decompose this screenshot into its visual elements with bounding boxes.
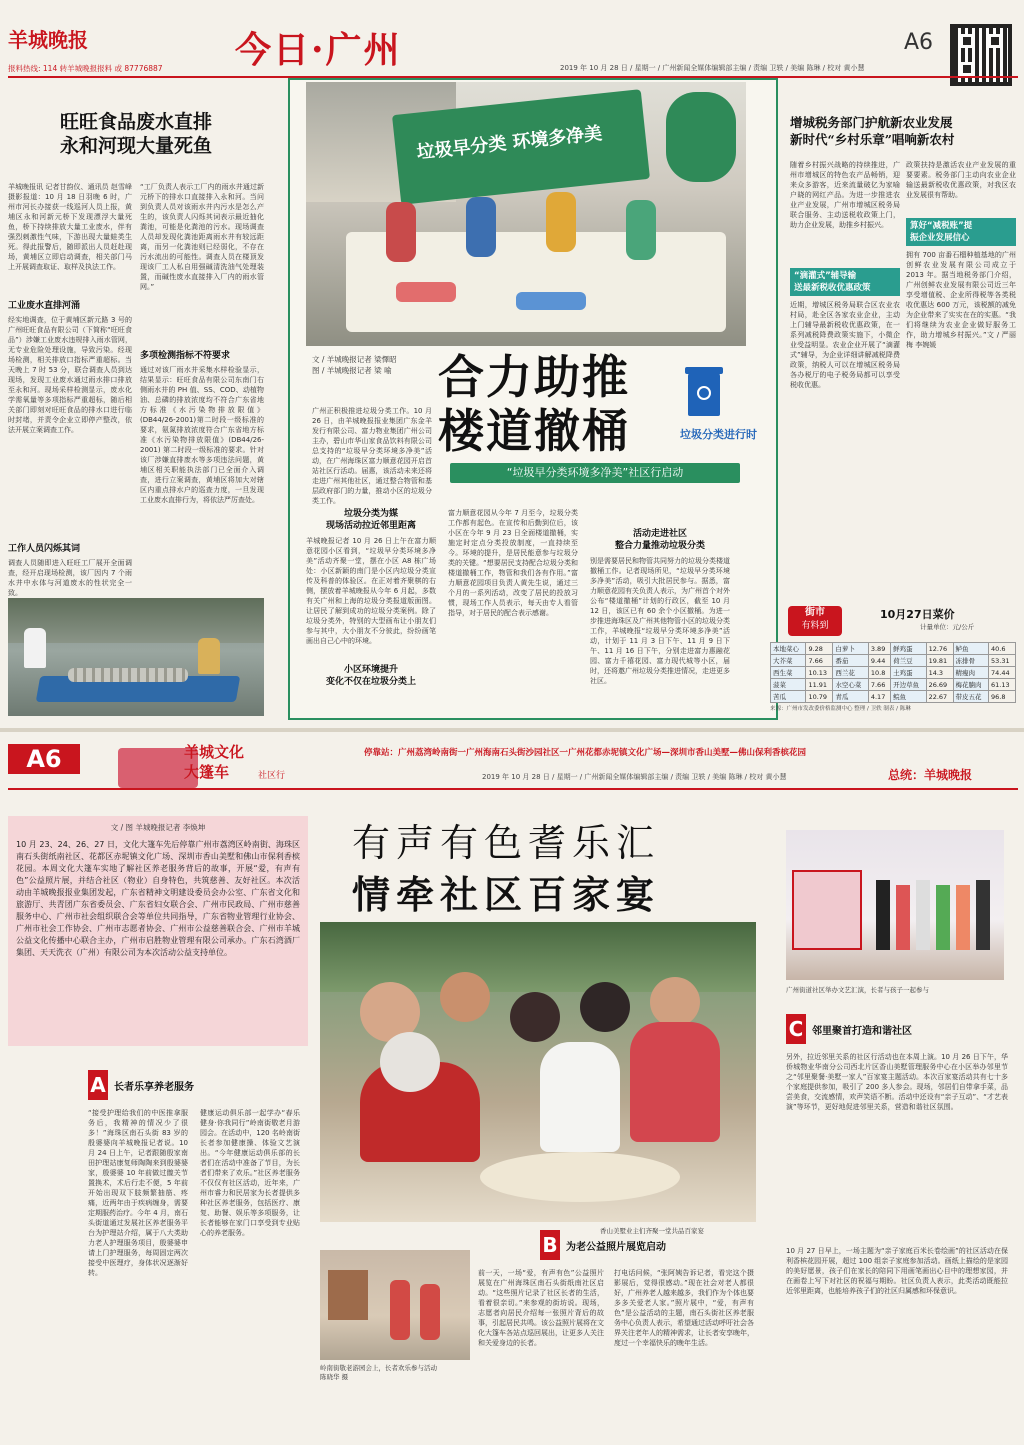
veg-item-price: 12.76	[926, 643, 953, 655]
veg-item-price: 19.81	[926, 655, 953, 667]
veg-date-title: 10月27日菜价	[880, 608, 955, 621]
sorting-bin-icon	[688, 372, 720, 416]
veg-item-price: 9.44	[868, 655, 890, 667]
right-headline: 增城税务部门护航新农业发展 新时代“乡村乐章”唱响新农村	[790, 115, 955, 147]
right-body1: 随着乡村振兴战略的持续推进，广州市增城区的特色农产品畅销，迎来众多游客，近来流量破亿为家喻户晓的网红产品。为进一步推进农业产业发展，广州市增城区税务局联合服务、主动送税收政策上门，助力企业发展，助推乡村振兴。	[790, 161, 900, 229]
left-lead: 羊城晚报讯 记者甘韵仪、通讯员 赵雪峰摄影报道：10 月 18 日羽晚 6 时，广州市河长办接获一线巡河人员上报，黄埔区永和河新元桥下发现漂浮大量死鱼，桥下持续排放大量工业废水，伴有强烈刺激性气味，下游出现大量蛙类生死。得此报警后，随即派出人员赶赴现场，黄埔区立即启动调查，相关部门马上开展调查取证、取样及执法工作。	[8, 183, 132, 271]
sec-c-body: 另外，拉近邻里关系的社区行活动也在本周上演。10 月 26 日下午，华侨城物业华南分公司西北片区香山美墅管理服务中心在小区举办邻里节之“邻里聚餐·美墅一家人”百家宴主题活动。本次百家宴活动共有七十多个家庭提供参加，吸引了 200 多人参会。现场，邻居们自带拿手菜，品尝美食，交流感情，欢声笑语不断。活动中还设有“亲子互动”、“才艺表演”等环节，更好地促进邻里关系，营造和谐社区氛围。	[786, 1053, 1008, 1111]
veg-item-name: 冻排骨	[953, 655, 988, 667]
sec-c-title: 邻里聚首打造和谐社区	[812, 1025, 912, 1037]
veg-unit: 计量单位：元/公斤	[920, 623, 975, 631]
bottom-header	[8, 740, 1018, 800]
veg-item-name: 鲈鱼	[953, 643, 988, 655]
veg-item-name: 西生菜	[771, 667, 806, 679]
veg-item-name: 白萝卜	[833, 643, 868, 655]
bottom-lead-box	[8, 816, 308, 1046]
section-title-text: 今日·广州	[235, 28, 402, 71]
right-story	[790, 114, 1016, 148]
veg-item-name: 土鸡蛋	[891, 667, 926, 679]
col2-sub: 多项检测指标不符要求	[140, 351, 231, 361]
left-body2: 调查人员随即进入旺旺工厂展开全面调查，经开启现场检测，该厂因内 7 个雨水井中水体与河道废水的性状完全一致。	[8, 559, 132, 597]
sec-b-title: 为老公益照片展览启动	[566, 1241, 666, 1253]
market-badge	[788, 606, 842, 636]
sec-a-body: “接受护理给我们的中医推拿服务后，我精神的情况少了很多！”海珠区南石头街 83 岁的殷婆婆向羊城晚报记者说。10 月 24 日上午，记者跟随殷家南田护理站康复师陶陶来到殷婆婆家，殷婆婆 10 年前做过髋关节置换术，术后行走不便，5 年前开始出现双下肢频繁抽筋、疼痛，近两年由于疾病缠身，需要定期服药治疗。今年 4 月，南石头街道通过发展社区养老服务平台为护理站介绍，属于八大类助力老人护理服务项目，殷婆婆申请上门护理服务，每周固定两次接受中医理疗，身体状况逐渐好转。	[88, 1109, 188, 1277]
veg-item-name: 精瘦肉	[953, 667, 988, 679]
center-col3	[590, 508, 730, 726]
center-subhead: “垃圾早分类环境多净美”社区行启动	[450, 463, 740, 483]
bottom-author: 文 / 图 羊城晚报记者 李焕坤	[110, 823, 206, 832]
sec-c-letter: C	[786, 1014, 806, 1044]
right-col2	[906, 160, 1016, 580]
bottom-stops: 停靠站：广州荔湾岭南街一广州海南石头街沙园社区一广州花都赤坭镇文化广场—深圳市香山美墅—佛山保利香槟花园	[364, 748, 807, 758]
veg-item-price: 10.79	[806, 691, 833, 703]
center-headline: 合力助推 楼道撤桶	[438, 350, 630, 458]
sec-c-heading	[786, 1012, 912, 1046]
veg-price-row	[771, 691, 1016, 703]
veg-source: 来源：广州市发改委价格监测中心 整理 / 卫轶 制表 / 陈琳	[770, 706, 911, 712]
center-col2: 富力顺意花园从今年 7 月至今，垃圾分类工作都有起色。在宣传和后勤到位后，该小区在今年 9 月 23 日全面楼道撤桶，实施定时定点分类投放制度，一直持续至今。环境的提升，是居民能意参与垃圾分类的关键。“想要居民支持配合垃圾分类和楼道撤桶工作，物管和我们各有作用。”富力顺意花园项目负责人黄先生说，通过三个月的一系列活动，改变了居民的投放习惯，现场工作人员表示，每天由专人看管指导，对于居民的配合表示感谢。	[448, 509, 578, 617]
col2-body: “工厂负责人表示工厂内的雨水井通过新元桥下的排水口直接排入永和河。当问到负责人员对该雨水井内污水是怎么产生的，该负责人闪烁其词表示最近抽化粪池，可能是化粪池的污水。现场调查人员却发现化粪池距离雨水井有较远距离，而另一化粪池则已经弱化，不存在污水流出的可能性。调查人员在楼顶发现该厂工人私自用强碱清洗油气处理装置，而碱性废水直接排入厂内的雨水管网。”	[140, 183, 264, 291]
left-headline: 旺旺食品废水直排 永和河现大量死鱼	[59, 111, 212, 157]
veg-item-price: 14.3	[926, 667, 953, 679]
event-banner-text: 垃圾早分类 环境多净美	[415, 123, 604, 164]
sec-a-heading	[88, 1068, 194, 1102]
masthead	[8, 24, 218, 72]
veg-item-price: 7.66	[806, 655, 833, 667]
column-sub: 社区行	[258, 771, 286, 781]
sec-b-body: 前一天，一场“爱，有声有色”公益照片展览在广州海珠区南石头街纸南社区启动。“这些照片记录了社区长者的生活，看着很亲切。”来参观的街坊说。现场，志愿者向居民介绍每一张照片背后的故事，引起居民共鸣。该公益照片展将在文化大篷车各站点巡回展出，让更多人关注和关爱身边的长者。	[478, 1269, 604, 1347]
center-sub-c: 活动走进社区 整合力量推动垃圾分类	[614, 529, 705, 551]
veg-item-price: 10.8	[868, 667, 890, 679]
veg-price-row	[771, 667, 1016, 679]
newspaper-logo: 羊城晚报	[8, 28, 88, 52]
veg-price-table	[770, 642, 1016, 703]
sec-b-body2: 打电话问候，“张阿姨告诉记者，看完这个摄影展后，觉得很感动。”现在社会对老人都很好，广州养老人越来越多，我们作为个体也要多多关爱老人家。”照片展中，“爱，有声有色”是公益活动的主题，南石头街社区养老服务中心负责人表示，希望通过活动呼吁社会各界关注老年人的精神需求，让长者安享晚年，度过一个幸福快乐的晚年生活。	[614, 1269, 754, 1347]
bottom-page-label: A6	[8, 744, 80, 774]
veg-price-box	[770, 604, 1016, 714]
sec-a-body2: 健康运动俱乐部一起学办“春乐健身·你我同行”岭南街敬老月游园会。在活动中，120 名岭南街长者参加健康操、体验文艺演出。“今年健康运动俱乐部的长者们在活动中准备了节目，为长者们带来了欢乐。”社区养老服务不仅仅有社区活动，近年来，广州市睿力和民居家为长者提供多种社区养老服务，包括医疗、康复、助餐、娱乐等多项服务，让长者能够在家门口享受到专业贴心的养老服务。	[200, 1109, 300, 1237]
right-sub2: 算好“减税账”提 振企业发展信心	[906, 218, 1016, 246]
bottom-lead: 10 月 23、24、26、27 日，文化大篷车先后停靠广州市荔湾区岭南街、海珠区南石头街纸南社区、花都区赤坭镇文化广场、深圳市香山美墅和佛山市保利香槟花园。本周文化大篷车实地了解社区养老服务背后的故事，开展“爱，有声有色”公益照片展，并结合社区（物业）自身特色，共筑慈善、友好社区。本次活动由羊城晚报报业集团发起，广东省精神文明建设委员会办公室、广东省文化和旅游厅、共青团广东省委员会、广东省妇女联合会、广州市民政局、广州市慈善服务中心、广州市社会组织联合会等单位共同指导，广东省物业管理行业协会、广州市社会工作协会、广州市志愿者协会、广州市公益慈善联合会、广州市羊城公益文化传播中心联合主办，广州市启胜物业管理有限公司承办。广东石湾酒厂集团、天天洗衣（广州）有限公司为本次活动公益支持单位。	[16, 840, 300, 957]
veg-item-name: 梅花腩肉	[953, 679, 988, 691]
veg-item-price: 61.13	[988, 679, 1015, 691]
market-badge-bottom: 有料到	[801, 621, 829, 631]
veg-item-name: 本地菜心	[771, 643, 806, 655]
veg-item-price: 26.69	[926, 679, 953, 691]
veg-item-price: 3.89	[868, 643, 890, 655]
veg-price-row	[771, 679, 1016, 691]
left-sub1: 工业废水直排河涌	[8, 301, 81, 311]
category-tag: 垃圾分类进行时	[680, 428, 757, 441]
river-photo	[8, 598, 264, 716]
right-col1	[790, 160, 900, 470]
veg-item-name: 西兰花	[833, 667, 868, 679]
veg-item-name: 大芥菜	[771, 655, 806, 667]
garbage-event-photo	[306, 82, 746, 346]
center-sub-a: 垃圾分类为媒 现场活动拉近邻里距离	[325, 509, 416, 531]
veg-item-price: 40.6	[988, 643, 1015, 655]
right-body3: 拥有 700 亩番石榴种植基地的广州创鲜农业发展有限公司成立于 2013 年。据当地税务部门介绍，广州创鲜农业发展有限公司近三年享受增值税、企业所得税等各类税收优惠达 600 万元，该税额的减免为企业带来了实实在在的实惠。“我们将继续为农业企业做好服务工作，助力增城乡村振兴。”文 / 严丽梅 李婉媛	[906, 251, 1016, 349]
market-badge-top: 街市	[805, 607, 825, 618]
veg-item-name: 水空心菜	[833, 679, 868, 691]
stage-photo	[786, 830, 1004, 980]
veg-item-name: 鲩鱼	[891, 691, 926, 703]
bottom-byline: 2019 年 10 月 28 日 / 星期一 / 广州新闻全媒体编辑部主编 / 责编 卫轶 / 美编 陈琳 / 校对 黄小慧	[482, 773, 787, 781]
veg-item-name: 青瓜	[833, 691, 868, 703]
veg-item-name: 鲜鸡蛋	[891, 643, 926, 655]
veg-item-price: 4.17	[868, 691, 890, 703]
page-number: A6	[904, 30, 934, 55]
center-body-c: 别是需要居民和物管共同努力的垃圾分类楼道撤桶工作。记者现场所见，“垃圾早分类环境多净美”活动，吸引大批居民参与。据悉，富力顺意花园有关负责人表示，为广州首个对外公布“楼道撤桶”计划的行政区，截至 10 月 12 日，该区已有 60 余个小区撤桶。为进一步推进海珠区及广州其他物管小区的垃圾分类工作，羊城晚报“垃圾早分类环境多净美”活动，计划于 11 月 3 日下午、11 月 9 日下午、11 月 16 日下午，分别走进富力惠融花园、富力千禧花园、富力现代城等小区，届时，还将邀广州垃圾分类推进情况，走进更多社区。	[590, 557, 730, 685]
veg-item-name: 开边草鱼	[891, 679, 926, 691]
seniors-photo	[320, 1250, 470, 1360]
hotline: 报料热线: 114 转羊城晚报报料 或 87776887	[8, 64, 163, 73]
right-body4: 政策扶持是激活农业产业发展的重要要素。税务部门主动向农业企业输送最新税收优惠政策，对我区农业发展很有帮助。	[906, 161, 1016, 199]
bottom-sponsor: 总统：羊城晚报	[888, 768, 973, 782]
banquet-photo-caption: 香山美墅业主们齐聚一堂共品百家宴	[600, 1227, 704, 1235]
center-col1	[306, 508, 436, 688]
veg-item-price: 53.31	[988, 655, 1015, 667]
bottom-divider	[0, 728, 1024, 732]
veg-item-name: 荷兰豆	[891, 655, 926, 667]
veg-item-name: 菠菜	[771, 679, 806, 691]
sec-c-body2: 10 月 27 日早上，一场主题为“亲子家庭百米长卷绘画”的社区活动在保利香槟花园开展，超过 100 组亲子家庭参加活动。画纸上描绘的是家园的美好愿景，孩子们在家长的陪同下用画笔画出心目中的理想家园，并在画卷上写下对社区的祝福与期盼。社区负责人表示，此类活动既能拉近邻里距离，也能培养孩子们的社区归属感和环保意识。	[786, 1247, 1008, 1295]
column-name: 羊城文化 大篷车	[184, 743, 245, 781]
stage-photo-caption: 广州街道社区举办文艺汇演，长者与孩子一起参与	[786, 986, 929, 994]
banquet-photo	[320, 922, 756, 1222]
veg-item-name: 苦瓜	[771, 691, 806, 703]
sec-b-heading	[540, 1228, 666, 1262]
center-body-a: 羊城晚报记者 10 月 26 日上午在富力顺意花园小区看到，“垃圾早分类环境多净美”活动齐聚一堂，摆在小区 A8 栋广场处：小区新颖的南门是小区内垃圾分类宣传及科普的体验区。在正对着齐聚棋的右侧，摆放着羊城晚报从今年 6 月起，多数有关广州和上海的垃圾分类报道版面图。让居民了解到成功的垃圾分类案例。除了垃圾分类外，特别的大型画布让小朋友们参与其中，大小朋友不分彼此，纷纷画笔画出自己心中的环境。	[306, 537, 436, 645]
photo-credit: 文 / 羊城晚报记者 梁懌昭 图 / 羊城晚报记者 梁 喻	[312, 355, 397, 375]
center-intro: 广州正积极推进垃圾分类工作。10 月 26 日，由羊城晚报报业集团广东金羊发行有限公司、富力物业集团广州公司主办，碧山市华山家食品饮料有限公司总支持的“垃圾早分类环境多净美”活动，在广州海珠区富力顺意花园开启首站社区行活动。届惠，该活动未来还将走进广州其他社区，通过整合物管和基层政府部门的力量，推动小区的垃圾分类工作。	[312, 407, 432, 505]
veg-item-price: 74.44	[988, 667, 1015, 679]
page-byline: 2019 年 10 月 28 日 / 星期一 / 广州新闻全媒体编辑部主编 / 责编 卫轶 / 美编 陈琳 / 校对 黄小慧	[560, 64, 865, 72]
right-sub1: “滴灌式”辅导输 送最新税收优惠政策	[790, 268, 900, 296]
veg-item-price: 7.66	[868, 679, 890, 691]
left-body1: 经实地调查，位于黄埔区新元路 3 号的广州旺旺食品有限公司（下简称“旺旺食品”）涉嫌工业废水违规排入雨水管网，无专业危险处理设施，导致污染。经现场检测，相关排放口指标严重超标。当天晚上 7 时 53 分，联合调查人员到达现场，发现工业废水通过雨水排口排放至永和河。现场采样检测显示，废水化学需氧量等多项指标严重超标，随后相关部门即刻对旺旺食品的排水口进行临时封堵，并责令企业立即停产整改，依法开展立案调查工作。	[8, 316, 132, 434]
veg-price-row	[771, 655, 1016, 667]
bottom-headline-2: 情牵社区百家宴	[352, 872, 661, 917]
veg-item-name: 带皮五花	[953, 691, 988, 703]
right-body2: 近期，增城区税务局联合区农业农村局，赴全区各家农业企业，主动上门辅导最新税收优惠政策，在一系列减税降费政策实施下，小微企业受益明显。农业企业开展了“滴灌式”辅导，为企业详细讲解减税降费政策，纳税人可以在增城区税务局各办税厅的电子税务局都可以享受税收优惠。	[790, 301, 900, 389]
sec-a-letter: A	[88, 1070, 108, 1100]
sec-a-title: 长者乐享养老服务	[114, 1081, 194, 1093]
veg-price-row	[771, 643, 1016, 655]
center-sub-b: 小区环境提升 变化不仅在垃圾分类上	[325, 665, 416, 687]
bottom-headline-1: 有声有色耆乐汇	[352, 821, 661, 865]
veg-item-price: 11.91	[806, 679, 833, 691]
center-col3-top	[590, 508, 730, 528]
veg-item-price: 22.67	[926, 691, 953, 703]
seniors-photo-caption: 岭南街敬老游园会上，长者欢乐参与活动 陈晓华 摄	[320, 1364, 437, 1381]
col2-body2: 通过对该厂雨水井采集水样检验显示，结果显示：旺旺食品有限公司东南门右侧雨水井的 PH 值、SS、COD、动植物油、总磷的排放浓度均不符合广东省地方标准《水污染物排放限值》(DB44/26-2001)第二时段一级标准的要求，氨氮排放浓度符合广东省地方标准《水污染物排放限值》(DB44/26-2001) 第二时段一级标准的要求。针对该厂涉嫌直排废水等多项违法问题，黄埔区相关职能执法部门已全面介入调查，进行立案调查，黄埔区将加大对辖区内重点排水户的巡查力度，一旦发现工业废水直排行为，将依法严厉查处。	[140, 366, 264, 504]
section-title	[235, 22, 402, 72]
veg-item-name: 番茄	[833, 655, 868, 667]
sec-b-letter: B	[540, 1230, 560, 1260]
left-sub2: 工作人员闪烁其词	[8, 544, 81, 554]
veg-item-price: 10.13	[806, 667, 833, 679]
veg-item-price: 96.8	[988, 691, 1015, 703]
veg-item-price: 9.28	[806, 643, 833, 655]
